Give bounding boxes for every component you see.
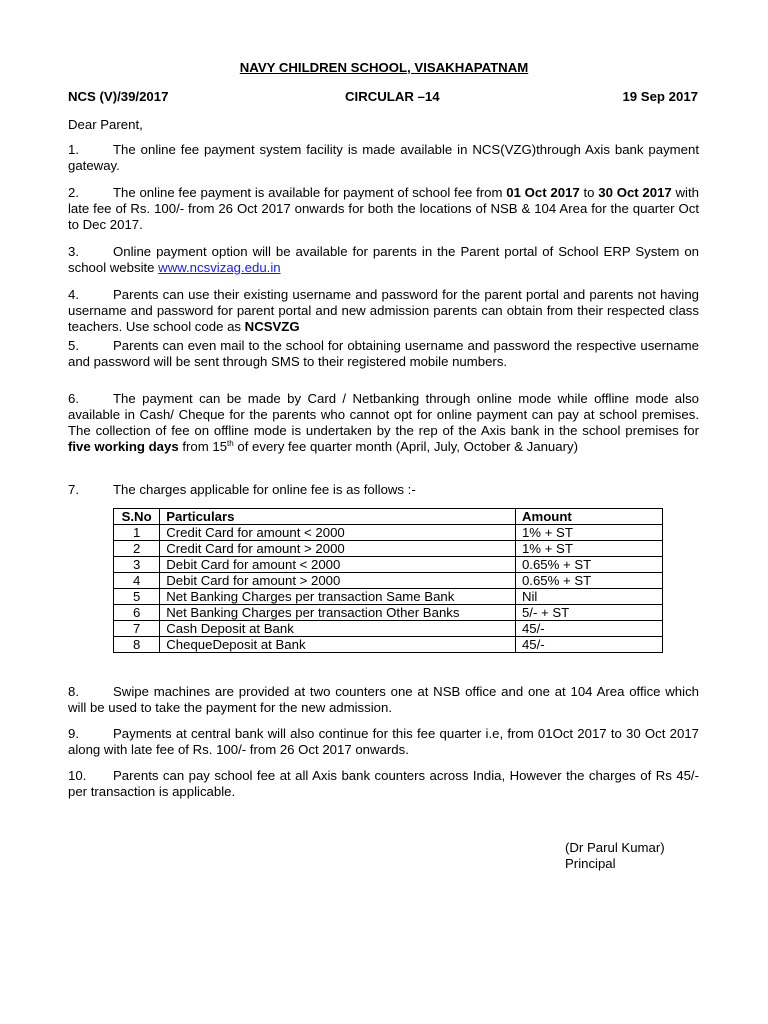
- table-header-row: [114, 509, 663, 525]
- row-particulars: ChequeDeposit at Bank: [160, 637, 516, 653]
- paragraph-6: [68, 391, 699, 455]
- paragraph-text: The charges applicable for online fee is as follows :-: [113, 482, 416, 497]
- row-amount: 0.65% + ST: [515, 573, 662, 589]
- table-row: [114, 573, 663, 589]
- paragraph-text: to: [579, 185, 599, 200]
- paragraph-text: Payments at central bank will also continue for this fee quarter i.e, from 01Oct 2017 to 30 Oct 2017 along with late fee of Rs. 100/- from 26 Oct 2017 onwards.: [68, 726, 699, 757]
- paragraph-10: [68, 768, 699, 800]
- table-row: [114, 557, 663, 573]
- paragraph-text: with late fee of Rs. 100/- from 26 Oct 2017 onwards for both the locations of NSB & 104 Area for the quarter Oct to Dec 2017.: [68, 185, 699, 232]
- paragraph-1: [68, 142, 699, 174]
- paragraph-number: 6.: [68, 391, 79, 406]
- row-amount: 45/-: [515, 637, 662, 653]
- charges-table: [113, 508, 663, 653]
- paragraph-number: 4.: [68, 287, 79, 302]
- school-website-link[interactable]: www.ncsvizag.edu.in: [158, 260, 281, 275]
- paragraph-9: [68, 726, 699, 758]
- table-row: [114, 541, 663, 557]
- paragraph-text: Parents can use their existing username and password for the parent portal and parents not having username and password for parent portal and new admission parents can obtain from their respected class teachers. Use school code as: [68, 287, 699, 334]
- reference-row: [68, 89, 698, 105]
- paragraph-3: [68, 244, 699, 276]
- paragraph-text: of every fee quarter month (April, July, October & January): [233, 439, 578, 454]
- column-header-sno: S.No: [114, 509, 160, 525]
- row-sno: 5: [114, 589, 160, 605]
- row-particulars: Credit Card for amount > 2000: [160, 541, 516, 557]
- table-row: [114, 589, 663, 605]
- paragraph-8: [68, 684, 699, 716]
- salutation: Dear Parent,: [68, 117, 143, 132]
- table-row: [114, 605, 663, 621]
- row-amount: 1% + ST: [515, 541, 662, 557]
- signature-block: [565, 840, 665, 872]
- row-sno: 8: [114, 637, 160, 653]
- row-sno: 2: [114, 541, 160, 557]
- row-sno: 6: [114, 605, 160, 621]
- row-amount: 1% + ST: [515, 525, 662, 541]
- row-particulars: Net Banking Charges per transaction Other Banks: [160, 605, 516, 621]
- superscript: th: [227, 439, 234, 448]
- paragraph-text: Swipe machines are provided at two counters one at NSB office and one at 104 Area office which will be used to take the payment for the new admission.: [68, 684, 699, 715]
- signatory-designation: Principal: [565, 856, 616, 871]
- column-header-amount: Amount: [515, 509, 662, 525]
- paragraph-text: Parents can pay school fee at all Axis bank counters across India, However the charges of Rs 45/- per transaction is applicable.: [68, 768, 699, 799]
- row-particulars: Net Banking Charges per transaction Same Bank: [160, 589, 516, 605]
- row-amount: Nil: [515, 589, 662, 605]
- row-particulars: Cash Deposit at Bank: [160, 621, 516, 637]
- signatory-name: (Dr Parul Kumar): [565, 840, 665, 855]
- school-code: NCSVZG: [244, 319, 300, 334]
- row-sno: 3: [114, 557, 160, 573]
- end-date: 30 Oct 2017: [598, 185, 672, 200]
- table-row: [114, 621, 663, 637]
- paragraph-number: 2.: [68, 185, 79, 200]
- paragraph-text: The payment can be made by Card / Netbanking through online mode while offline mode also available in Cash/ Cheque for the parents who cannot opt for online payment can pay at school premises. The collection of fee on offline mode is undertaken by the rep of the Axis bank in the school premises for: [68, 391, 699, 438]
- paragraph-text: from 15: [178, 439, 228, 454]
- paragraph-4: [68, 287, 699, 335]
- row-amount: 0.65% + ST: [515, 557, 662, 573]
- row-sno: 1: [114, 525, 160, 541]
- row-particulars: Debit Card for amount < 2000: [160, 557, 516, 573]
- paragraph-2: [68, 185, 699, 233]
- paragraph-number: 9.: [68, 726, 79, 741]
- row-particulars: Credit Card for amount < 2000: [160, 525, 516, 541]
- paragraph-number: 1.: [68, 142, 79, 157]
- reference-number: NCS (V)/39/2017: [68, 89, 169, 104]
- paragraph-text: The online fee payment is available for payment of school fee from: [113, 185, 507, 200]
- circular-number: CIRCULAR –14: [345, 89, 440, 104]
- paragraph-number: 10.: [68, 768, 87, 783]
- row-sno: 4: [114, 573, 160, 589]
- row-amount: 5/- + ST: [515, 605, 662, 621]
- row-particulars: Debit Card for amount > 2000: [160, 573, 516, 589]
- paragraph-number: 3.: [68, 244, 79, 259]
- paragraph-number: 8.: [68, 684, 79, 699]
- start-date: 01 Oct 2017: [506, 185, 580, 200]
- table-row: [114, 637, 663, 653]
- five-working-days: five working days: [68, 439, 179, 454]
- circular-date: 19 Sep 2017: [622, 89, 698, 104]
- paragraph-7: [68, 482, 699, 498]
- row-amount: 45/-: [515, 621, 662, 637]
- row-sno: 7: [114, 621, 160, 637]
- paragraph-number: 7.: [68, 482, 79, 497]
- column-header-particulars: Particulars: [160, 509, 516, 525]
- table-row: [114, 525, 663, 541]
- school-title: NAVY CHILDREN SCHOOL, VISAKHAPATNAM: [239, 60, 529, 75]
- paragraph-text: Parents can even mail to the school for obtaining username and password the respective username and password will be sent through SMS to their registered mobile numbers.: [68, 338, 699, 369]
- paragraph-text: Online payment option will be available for parents in the Parent portal of School ERP System on school website: [68, 244, 699, 275]
- paragraph-number: 5.: [68, 338, 79, 353]
- paragraph-5: [68, 338, 699, 370]
- paragraph-text: The online fee payment system facility is made available in NCS(VZG)through Axis bank payment gateway.: [68, 142, 699, 173]
